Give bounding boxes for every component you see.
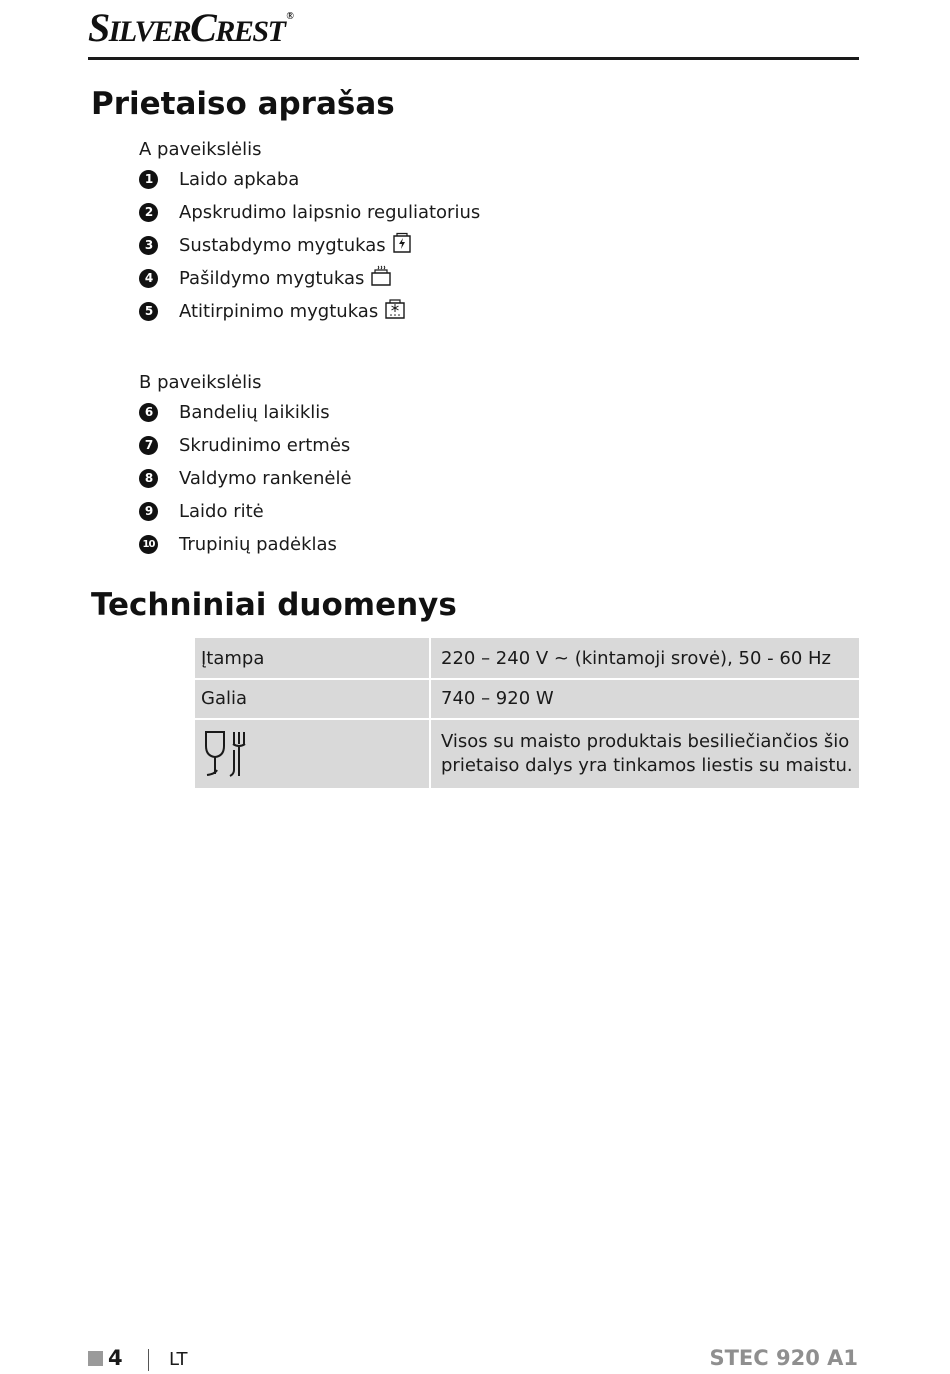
item-label: Bandelių laikiklis [179,401,330,423]
list-item [139,499,264,523]
food-safe-icon [204,730,248,782]
brand-logo: SILVERCREST ® [88,5,293,50]
table-cell-value-line2: prietaiso dalys yra tinkamos liestis su maistu. [441,755,853,776]
list-item [139,233,386,257]
item-number-badge: 8 [139,469,158,488]
table-cell-key: Galia [201,688,248,709]
item-label: Laido ritė [179,500,264,522]
item-number-badge: 7 [139,436,158,455]
list-item [139,466,352,490]
item-label: Laido apkaba [179,168,300,190]
table-row [195,638,859,678]
figure-b-caption: B paveikslėlis [139,372,262,393]
reheat-button-icon [370,265,392,292]
list-item [139,532,337,556]
defrost-button-icon [384,298,406,325]
list-item [139,266,365,290]
language-code: LT [169,1349,188,1370]
list-item [139,200,481,224]
table-row [195,680,859,718]
table-cell-key: Įtampa [201,648,265,669]
item-number-badge: 1 [139,170,158,189]
header-rule [88,57,859,60]
model-number: STEC 920 A1 [709,1346,858,1370]
item-number-badge: 5 [139,302,158,321]
list-item [139,299,379,323]
section-title-device-description: Prietaiso aprašas [91,86,395,122]
table-cell-value: 220 – 240 V ~ (kintamoji srovė), 50 - 60 Hz [441,648,831,669]
item-label: Skrudinimo ertmės [179,434,351,456]
list-item [139,400,330,424]
figure-a-caption: A paveikslėlis [139,139,262,160]
item-number-badge: 3 [139,236,158,255]
footer-square-marker [88,1351,103,1366]
list-item [139,167,300,191]
list-item [139,433,351,457]
item-label: Pašildymo mygtukas [179,267,365,289]
page-number: 4 [108,1346,123,1370]
footer-divider [148,1349,149,1371]
item-number-badge: 10 [139,535,158,554]
item-label: Atitirpinimo mygtukas [179,300,379,322]
item-number-badge: 9 [139,502,158,521]
item-label: Sustabdymo mygtukas [179,234,386,256]
table-row [195,720,859,788]
item-number-badge: 2 [139,203,158,222]
table-cell-value-line1: Visos su maisto produktais besiliečiančios šio [441,731,850,752]
section-title-technical-data: Techniniai duomenys [91,587,457,623]
item-number-badge: 4 [139,269,158,288]
item-number-badge: 6 [139,403,158,422]
stop-button-icon [392,232,412,259]
item-label: Apskrudimo laipsnio reguliatorius [179,201,481,223]
item-label: Trupinių padėklas [179,533,337,555]
item-label: Valdymo rankenėlė [179,467,352,489]
table-cell-value: 740 – 920 W [441,688,554,709]
